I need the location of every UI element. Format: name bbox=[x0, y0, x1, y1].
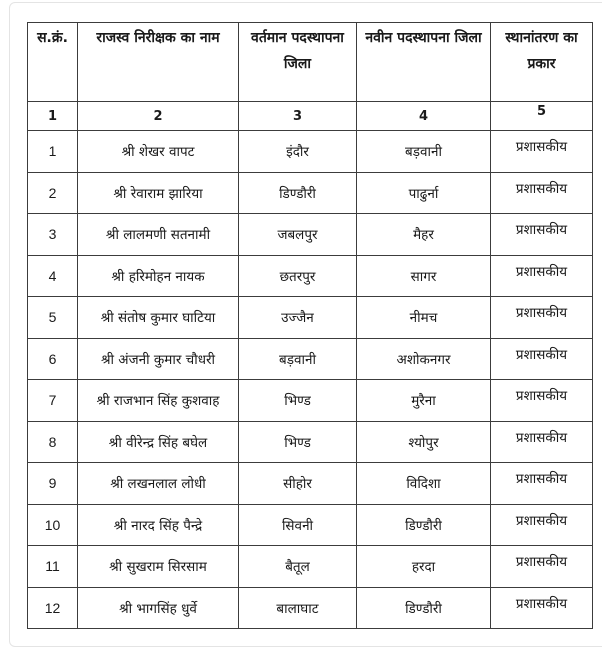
serial-number-cell: 6 bbox=[28, 338, 78, 380]
header-new-district: नवीन पदस्थापना जिला bbox=[357, 23, 491, 102]
current-district-cell: बालाघाट bbox=[239, 587, 357, 629]
transfer-type-cell: प्रशासकीय bbox=[491, 131, 593, 173]
header-row bbox=[28, 23, 593, 102]
current-district-cell: बड़वानी bbox=[239, 338, 357, 380]
table-row bbox=[28, 463, 593, 505]
current-district-cell: डिण्डौरी bbox=[239, 172, 357, 214]
inspector-name-cell: श्री सुखराम सिरसाम bbox=[78, 546, 239, 588]
new-district-cell: नीमच bbox=[357, 297, 491, 339]
inspector-name-cell: श्री लालमणी सतनामी bbox=[78, 214, 239, 256]
inspector-name-cell: श्री नारद सिंह पैन्द्रे bbox=[78, 504, 239, 546]
inspector-name-cell: श्री राजभान सिंह कुशवाह bbox=[78, 380, 239, 422]
table-row bbox=[28, 504, 593, 546]
inspector-name-cell: श्री हरिमोहन नायक bbox=[78, 255, 239, 297]
serial-number-cell: 4 bbox=[28, 255, 78, 297]
column-number: 5 bbox=[491, 102, 593, 131]
current-district-cell: भिण्ड bbox=[239, 421, 357, 463]
header-serial-no: स.क्रं. bbox=[28, 23, 78, 102]
column-number: 3 bbox=[239, 102, 357, 131]
inspector-name-cell: श्री संतोष कुमार घाटिया bbox=[78, 297, 239, 339]
transfer-table bbox=[27, 22, 593, 629]
current-district-cell: छतरपुर bbox=[239, 255, 357, 297]
current-district-cell: सिवनी bbox=[239, 504, 357, 546]
transfer-type-cell: प्रशासकीय bbox=[491, 380, 593, 422]
column-number: 2 bbox=[78, 102, 239, 131]
table-row bbox=[28, 255, 593, 297]
transfer-type-cell: प्रशासकीय bbox=[491, 255, 593, 297]
new-district-cell: हरदा bbox=[357, 546, 491, 588]
serial-number-cell: 9 bbox=[28, 463, 78, 505]
inspector-name-cell: श्री वीरेन्द्र सिंह बघेल bbox=[78, 421, 239, 463]
inspector-name-cell: श्री रेवाराम झारिया bbox=[78, 172, 239, 214]
table-body bbox=[28, 102, 593, 629]
table-row bbox=[28, 587, 593, 629]
column-number-row bbox=[28, 102, 593, 131]
column-number: 4 bbox=[357, 102, 491, 131]
table-row bbox=[28, 297, 593, 339]
transfer-type-cell: प्रशासकीय bbox=[491, 587, 593, 629]
inspector-name-cell: श्री अंजनी कुमार चौधरी bbox=[78, 338, 239, 380]
header-current-district: वर्तमान पदस्थापना जिला bbox=[239, 23, 357, 102]
new-district-cell: विदिशा bbox=[357, 463, 491, 505]
transfer-type-cell: प्रशासकीय bbox=[491, 463, 593, 505]
transfer-type-cell: प्रशासकीय bbox=[491, 338, 593, 380]
table-row bbox=[28, 546, 593, 588]
table-row bbox=[28, 172, 593, 214]
serial-number-cell: 1 bbox=[28, 131, 78, 173]
serial-number-cell: 12 bbox=[28, 587, 78, 629]
current-district-cell: जबलपुर bbox=[239, 214, 357, 256]
transfer-type-cell: प्रशासकीय bbox=[491, 297, 593, 339]
serial-number-cell: 7 bbox=[28, 380, 78, 422]
new-district-cell: बड़वानी bbox=[357, 131, 491, 173]
transfer-type-cell: प्रशासकीय bbox=[491, 546, 593, 588]
header-inspector-name: राजस्व निरीक्षक का नाम bbox=[78, 23, 239, 102]
new-district-cell: सागर bbox=[357, 255, 491, 297]
inspector-name-cell: श्री भागसिंह धुर्वे bbox=[78, 587, 239, 629]
transfer-type-cell: प्रशासकीय bbox=[491, 214, 593, 256]
new-district-cell: डिण्डौरी bbox=[357, 504, 491, 546]
serial-number-cell: 5 bbox=[28, 297, 78, 339]
table-row bbox=[28, 421, 593, 463]
current-district-cell: भिण्ड bbox=[239, 380, 357, 422]
serial-number-cell: 2 bbox=[28, 172, 78, 214]
column-number: 1 bbox=[28, 102, 78, 131]
serial-number-cell: 11 bbox=[28, 546, 78, 588]
new-district-cell: डिण्डौरी bbox=[357, 587, 491, 629]
header-transfer-type: स्थानांतरण का प्रकार bbox=[491, 23, 593, 102]
inspector-name-cell: श्री शेखर वापट bbox=[78, 131, 239, 173]
serial-number-cell: 3 bbox=[28, 214, 78, 256]
transfer-type-cell: प्रशासकीय bbox=[491, 504, 593, 546]
new-district-cell: पाढुर्ना bbox=[357, 172, 491, 214]
new-district-cell: अशोकनगर bbox=[357, 338, 491, 380]
table-row bbox=[28, 131, 593, 173]
new-district-cell: मुरैना bbox=[357, 380, 491, 422]
transfer-type-cell: प्रशासकीय bbox=[491, 172, 593, 214]
current-district-cell: इंदौर bbox=[239, 131, 357, 173]
current-district-cell: उज्जैन bbox=[239, 297, 357, 339]
serial-number-cell: 10 bbox=[28, 504, 78, 546]
current-district-cell: सीहोर bbox=[239, 463, 357, 505]
table-row bbox=[28, 338, 593, 380]
new-district-cell: श्योपुर bbox=[357, 421, 491, 463]
table-row bbox=[28, 380, 593, 422]
transfer-type-cell: प्रशासकीय bbox=[491, 421, 593, 463]
current-district-cell: बैतूल bbox=[239, 546, 357, 588]
inspector-name-cell: श्री लखनलाल लोधी bbox=[78, 463, 239, 505]
new-district-cell: मैहर bbox=[357, 214, 491, 256]
table-row bbox=[28, 214, 593, 256]
serial-number-cell: 8 bbox=[28, 421, 78, 463]
